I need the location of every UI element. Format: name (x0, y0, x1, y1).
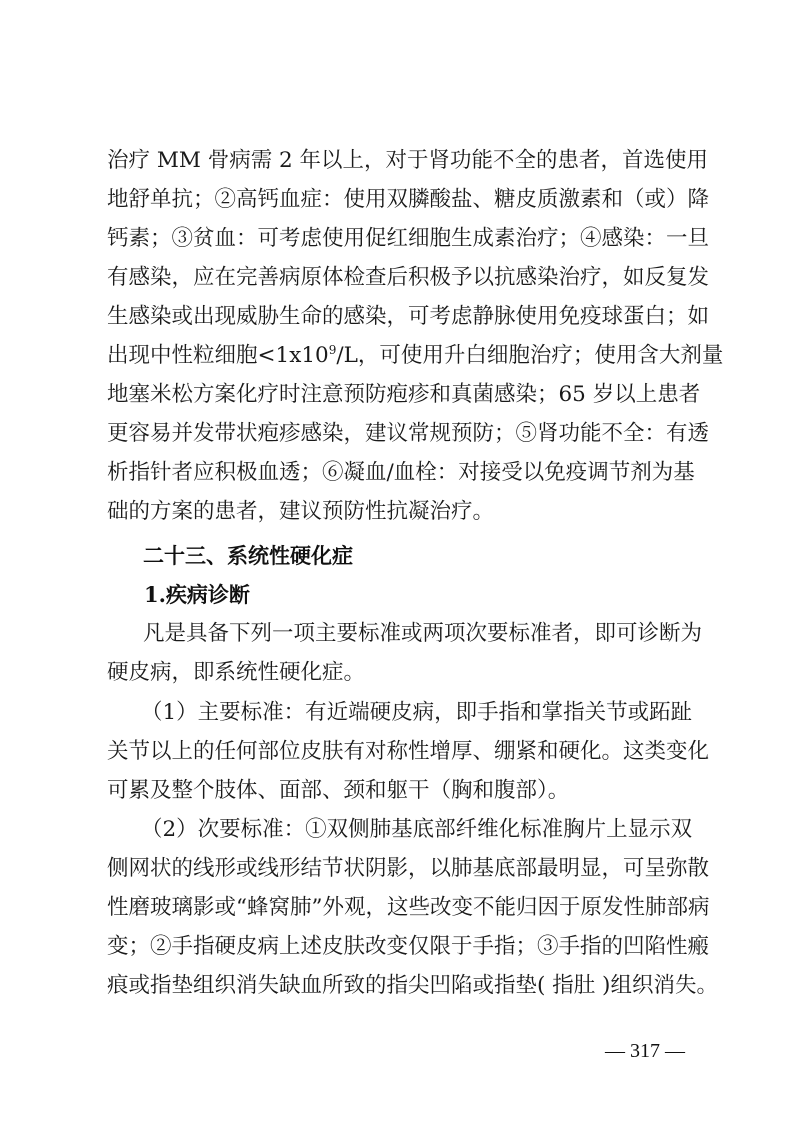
text-line: 更容易并发带状疱疹感染，建议常规预防；⑤肾功能不全：有透 (107, 421, 710, 446)
text-line: 钙素；③贫血：可考虑使用促红细胞生成素治疗；④感染：一旦 (107, 226, 710, 251)
text-line: 地舒单抗；②高钙血症：使用双膦酸盐、糖皮质激素和（或）降 (107, 187, 710, 212)
text-line: （2）次要标准：①双侧肺基底部纤维化标准胸片上显示双 (141, 817, 693, 842)
text-line: 治疗 MM 骨病需 2 年以上，对于肾功能不全的患者，首选使用 (107, 148, 709, 173)
text-line: 变；②手指硬皮病上述皮肤改变仅限于手指；③手指的凹陷性瘢 (107, 934, 710, 959)
text-line: （1）主要标准：有近端硬皮病，即手指和掌指关节或跖趾 (141, 700, 693, 725)
text-line: 性磨玻璃影或“蜂窝肺”外观，这些改变不能归因于原发性肺部病 (107, 895, 710, 920)
superscript-exponent: 9 (328, 342, 337, 357)
text-line: 有感染，应在完善病原体检查后积极予以抗感染治疗，如反复发 (107, 265, 710, 290)
text-fragment: 出现中性粒细胞<1x10 (107, 343, 329, 368)
text-line (107, 336, 724, 376)
text-line: 地塞米松方案化疗时注意预防疱疹和真菌感染；65 岁以上患者 (107, 382, 701, 407)
text-fragment: /L，可使用升白细胞治疗；使用含大剂量 (336, 343, 724, 368)
page-number: — 317 — (605, 1040, 685, 1062)
text-line: 痕或指垫组织消失缺血所致的指尖凹陷或指垫( 指肚 )组织消失。 (107, 973, 718, 998)
text-line: 可累及整个肢体、面部、颈和躯干（胸和腹部）。 (107, 778, 570, 803)
text-line: 础的方案的患者，建议预防性抗凝治疗。 (107, 499, 495, 524)
text-line: 硬皮病，即系统性硬化症。 (107, 660, 366, 685)
text-line: 生感染或出现威胁生命的感染，可考虑静脉使用免疫球蛋白；如 (107, 304, 710, 329)
section-heading: 二十三、系统性硬化症 (143, 544, 353, 568)
text-line: 关节以上的任何部位皮肤有对称性增厚、绷紧和硬化。这类变化 (107, 739, 710, 764)
subsection-heading: 1.疾病诊断 (144, 582, 250, 607)
text-line: 析指针者应积极血透；⑥凝血/血栓：对接受以免疫调节剂为基 (107, 460, 695, 485)
text-line: 凡是具备下列一项主要标准或两项次要标准者，即可诊断为 (143, 621, 703, 646)
text-line: 侧网状的线形或线形结节状阴影，以肺基底部最明显，可呈弥散 (107, 856, 710, 881)
